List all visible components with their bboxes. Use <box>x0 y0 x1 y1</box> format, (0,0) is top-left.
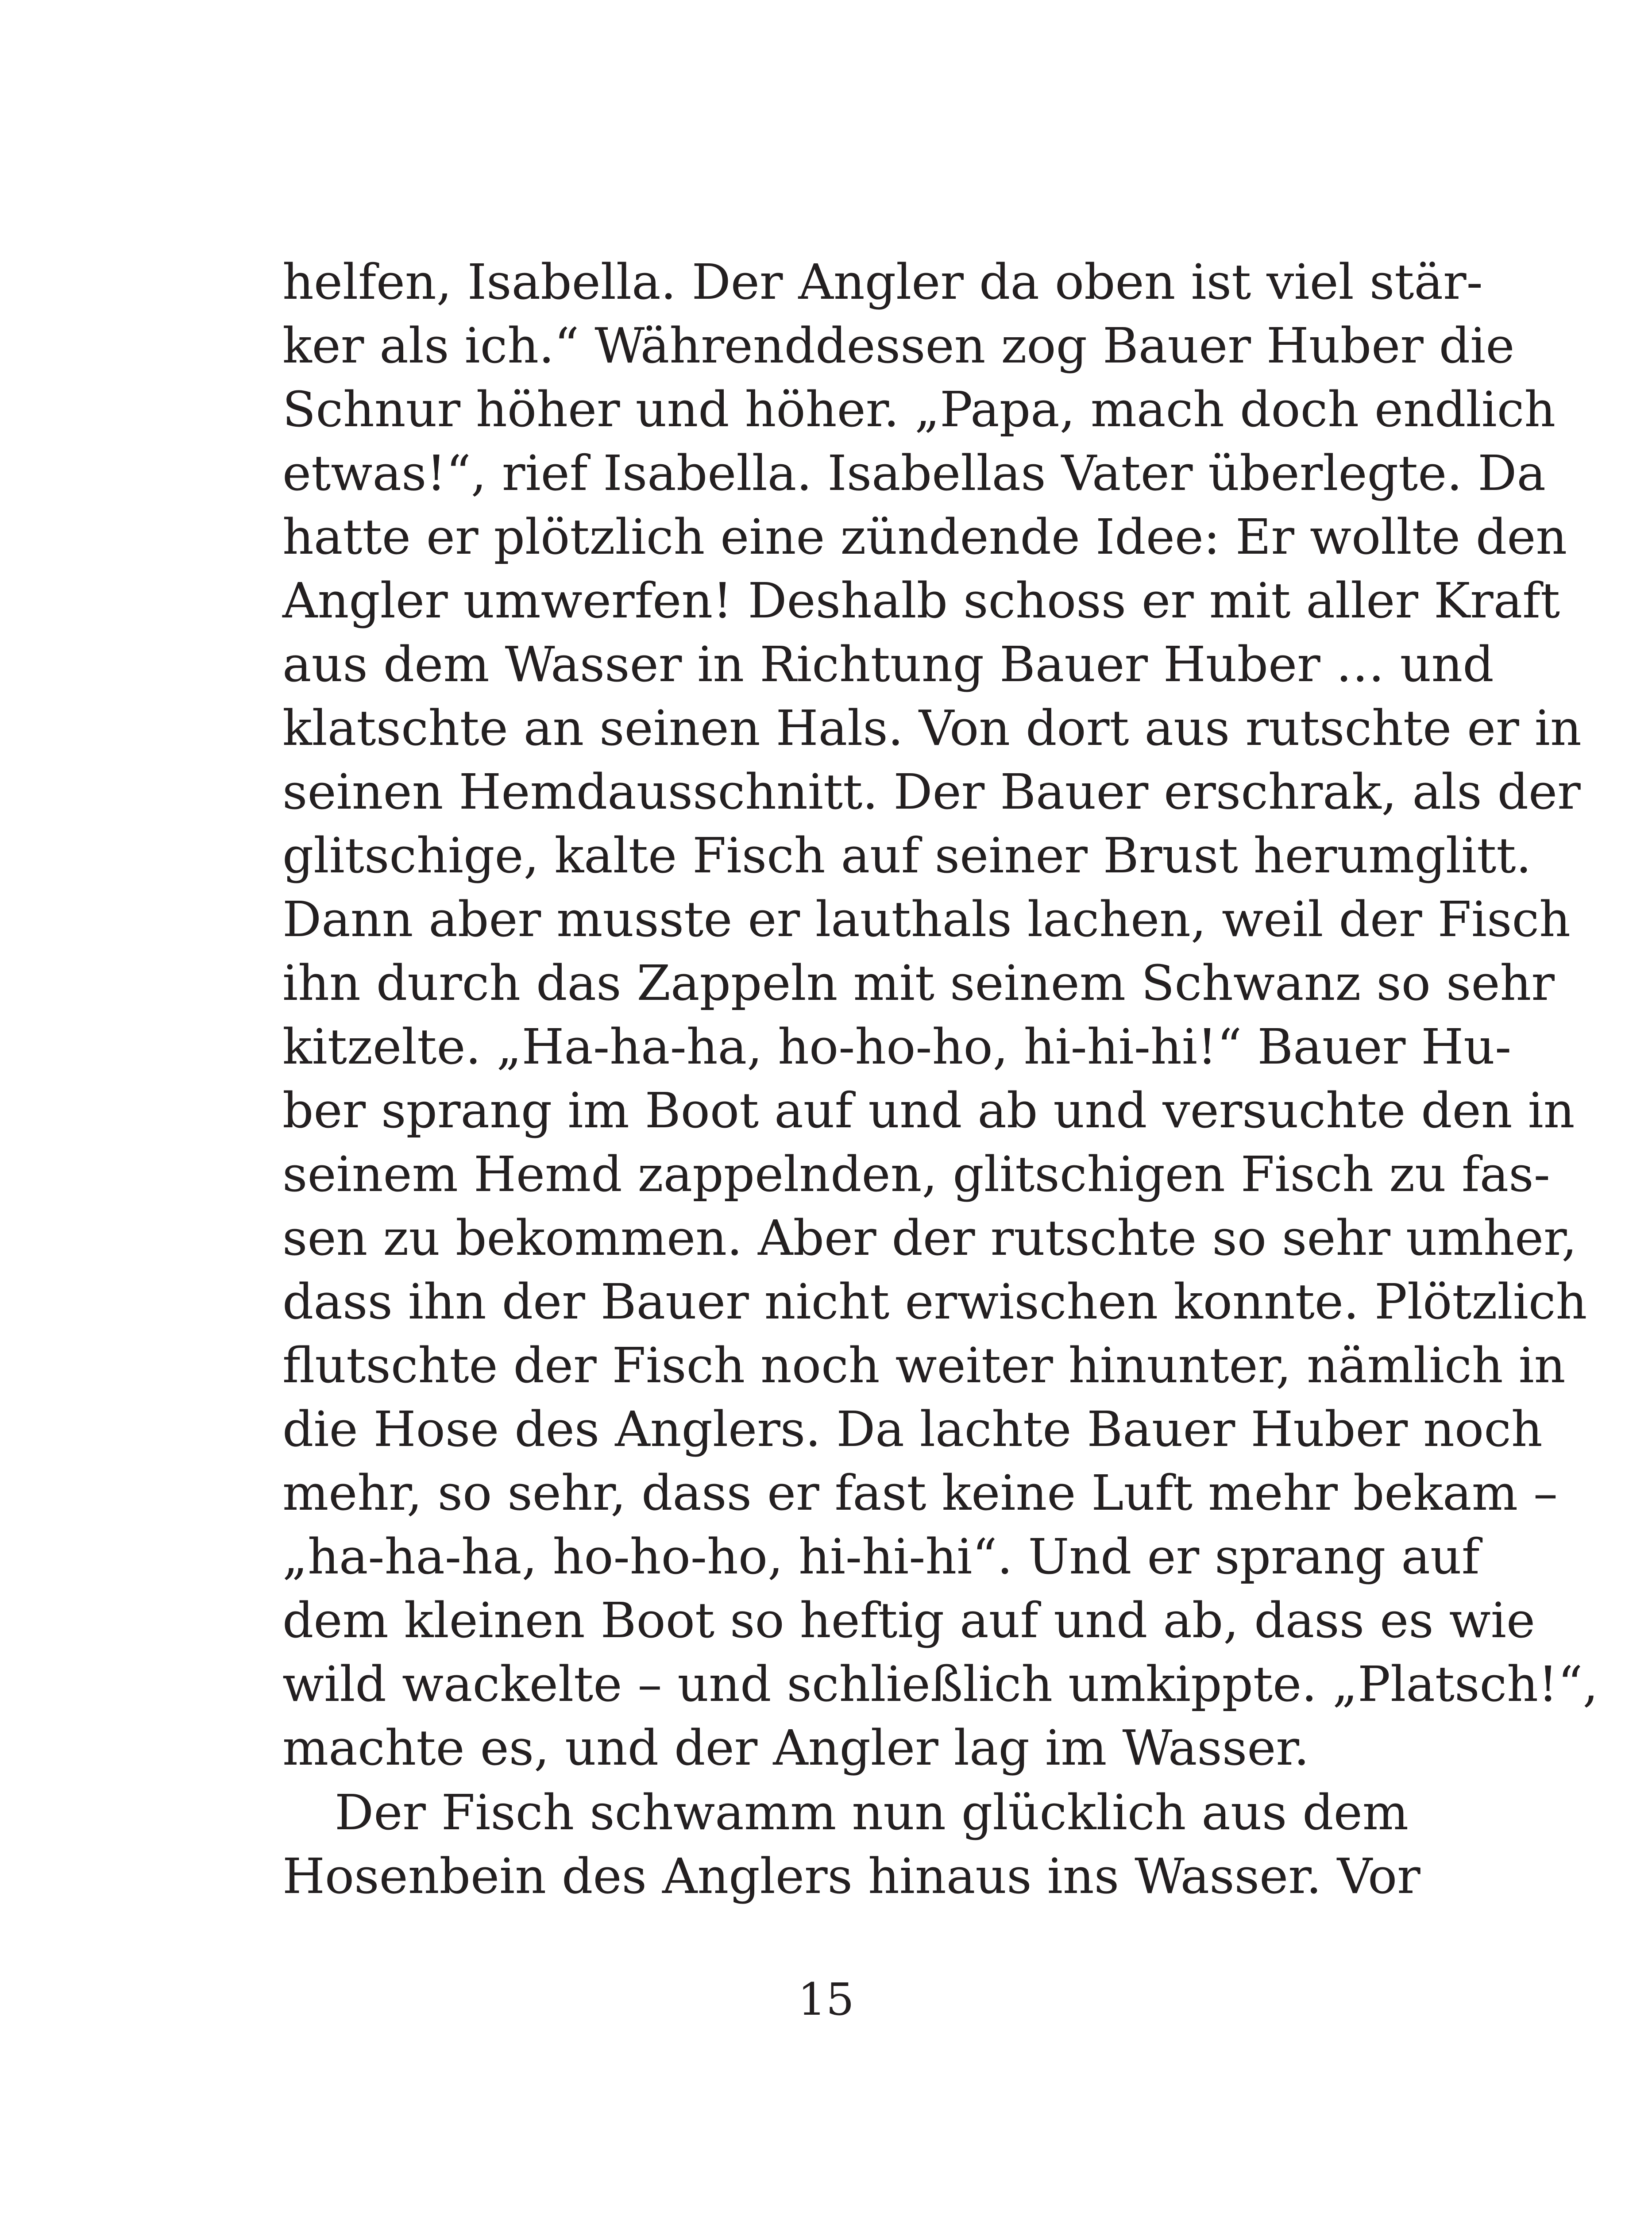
text-line: Schnur höher und höher. „Papa, mach doch endlich <box>282 381 1556 438</box>
text-line: helfen, Isabella. Der Angler da oben ist viel stär- <box>282 254 1483 310</box>
text-line: seinen Hemdausschnitt. Der Bauer erschrak, als der <box>282 763 1581 820</box>
page-number: 15 <box>798 1974 854 2025</box>
text-line: „ha-ha-ha, ho-ho-ho, hi-hi-hi“. Und er sprang auf <box>282 1528 1480 1585</box>
text-line: wild wackelte – und schließlich umkippte. „Platsch!“, <box>282 1656 1598 1712</box>
text-line: ber sprang im Boot auf und ab und versuchte den in <box>282 1082 1575 1139</box>
text-line-indented: Der Fisch schwamm nun glücklich aus dem <box>335 1784 1409 1841</box>
text-line: dem kleinen Boot so heftig auf und ab, dass es wie <box>282 1592 1536 1649</box>
text-line: ihn durch das Zappeln mit seinem Schwanz so sehr <box>282 955 1555 1011</box>
text-line: aus dem Wasser in Richtung Bauer Huber … und <box>282 636 1494 693</box>
text-line: etwas!“, rief Isabella. Isabellas Vater überlegte. Da <box>282 445 1546 501</box>
text-line: machte es, und der Angler lag im Wasser. <box>282 1720 1309 1776</box>
text-line: sen zu bekommen. Aber der rutschte so sehr umher, <box>282 1210 1577 1266</box>
text-line: Angler umwerfen! Deshalb schoss er mit aller Kraft <box>282 572 1560 629</box>
text-line: Dann aber musste er lauthals lachen, weil der Fisch <box>282 891 1571 948</box>
text-line: die Hose des Anglers. Da lachte Bauer Huber noch <box>282 1401 1543 1457</box>
text-line: glitschige, kalte Fisch auf seiner Brust herumglitt. <box>282 827 1532 884</box>
text-line: kitzelte. „Ha-ha-ha, ho-ho-ho, hi-hi-hi!“ Bauer Hu- <box>282 1018 1512 1075</box>
text-line: hatte er plötzlich eine zündende Idee: Er wollte den <box>282 509 1567 565</box>
body-text <box>282 250 1598 1908</box>
text-line: klatschte an seinen Hals. Von dort aus rutschte er in <box>282 700 1582 756</box>
text-line: mehr, so sehr, dass er fast keine Luft mehr bekam – <box>282 1465 1558 1521</box>
text-line: ker als ich.“ Währenddessen zog Bauer Huber die <box>282 317 1515 374</box>
text-line: seinem Hemd zappelnden, glitschigen Fisch zu fas- <box>282 1146 1550 1203</box>
text-line: Hosenbein des Anglers hinaus ins Wasser. Vor <box>282 1848 1420 1905</box>
text-line: flutschte der Fisch noch weiter hinunter, nämlich in <box>282 1337 1566 1394</box>
text-line: dass ihn der Bauer nicht erwischen konnte. Plötzlich <box>282 1273 1587 1330</box>
